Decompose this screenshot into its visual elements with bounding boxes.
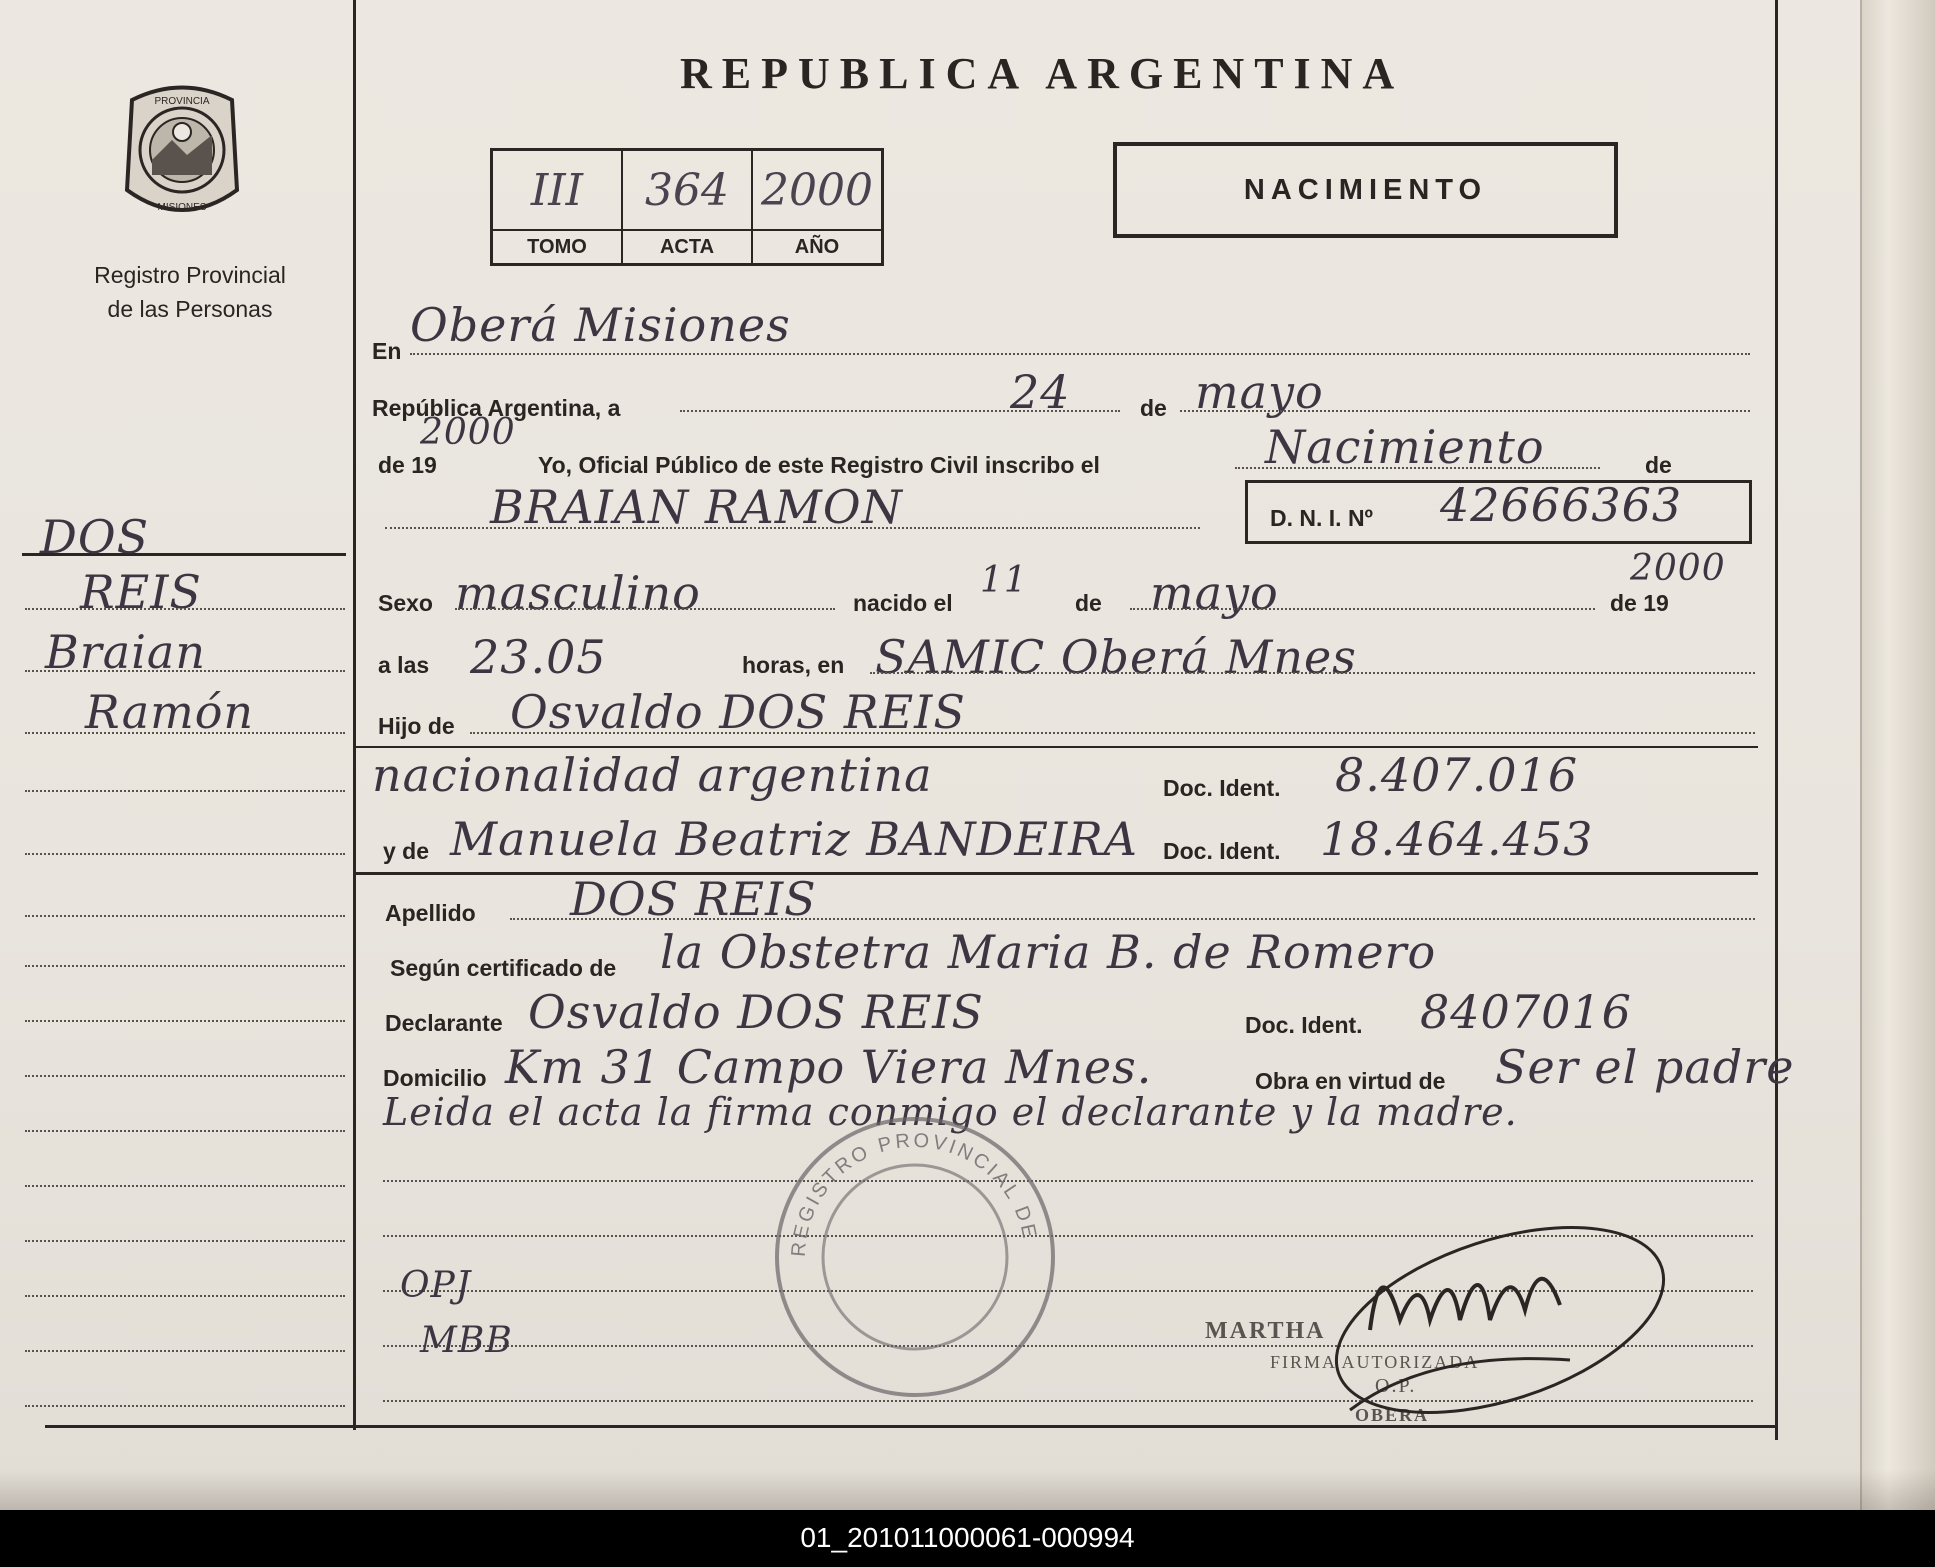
acta-box (490, 148, 884, 266)
sex-value: masculino (455, 566, 701, 620)
domicilio-label: Domicilio (383, 1065, 487, 1091)
initials-2: MBB (420, 1320, 513, 1361)
margin-note-3: Braian (45, 625, 206, 679)
official-city-stamp: OBERA (1355, 1405, 1430, 1425)
margin-line-14 (25, 1350, 345, 1352)
mother-value: Manuela Beatriz BANDEIRA (450, 812, 1139, 866)
margin-line-9 (25, 1075, 345, 1077)
acta-label: ACTA (622, 230, 752, 265)
acta-value: 364 (622, 150, 752, 231)
margin-line-6 (25, 915, 345, 917)
section-line-2 (353, 872, 1758, 875)
address-value: Km 31 Campo Viera Mnes. (505, 1040, 1153, 1094)
birth-year-value: 2000 (1630, 548, 1726, 589)
margin-note-1: DOS (40, 510, 150, 564)
de2-label: de (1645, 452, 1672, 478)
margin-note-2: REIS (80, 565, 202, 619)
a-las-label: a las (378, 652, 430, 678)
time-value: 23.05 (470, 630, 607, 684)
margin-note-4: Ramón (85, 685, 255, 739)
margin-line-4 (25, 790, 345, 792)
obra-value: Ser el padre (1495, 1040, 1795, 1094)
province-seal (112, 80, 252, 230)
margin-line-3 (25, 732, 345, 734)
month-line (1180, 410, 1750, 412)
doc-label-1: Doc. Ident. (1163, 775, 1281, 801)
margin-line-12 (25, 1240, 345, 1242)
sexo-label: Sexo (378, 590, 433, 616)
de-label: de (1140, 395, 1167, 421)
right-frame-line (1775, 0, 1778, 1440)
footer-caption: 01_201011000061-000994 (800, 1522, 1135, 1553)
act-type-line (1235, 467, 1600, 469)
act-type-value: Nacimiento (1265, 420, 1545, 474)
official-signature (1310, 1210, 1690, 1440)
page-title: REPUBLICA ARGENTINA (680, 49, 1405, 98)
margin-line-8 (25, 1020, 345, 1022)
document-type-box: NACIMIENTO (1113, 142, 1618, 238)
margin-line-13 (25, 1295, 345, 1297)
stamp-text: REGISTRO PROVINCIAL DE (787, 1129, 1041, 1258)
dni-label: D. N. I. Nº (1270, 505, 1373, 531)
closing-note: Leida el acta la firma conmigo el declarante y la madre. (383, 1090, 1518, 1134)
seal-top-text: PROVINCIA (154, 96, 210, 107)
declarant-doc-value: 8407016 (1420, 985, 1632, 1039)
father-value: Osvaldo DOS REIS (510, 685, 966, 739)
y-del-label: y de (383, 838, 430, 864)
hijo-label: Hijo de (378, 713, 455, 739)
de3-label: de (1075, 590, 1102, 616)
de19-label: de 19 (378, 452, 437, 478)
certifier-value: la Obstetra Maria B. de Romero (660, 925, 1437, 979)
seal-bottom-text: MISIONES (157, 202, 207, 213)
margin-line-7 (25, 965, 345, 967)
svg-text:REGISTRO PROVINCIAL DE LAS PER (765, 1102, 1042, 1258)
father-line (470, 732, 1755, 734)
month-value: mayo (1195, 365, 1324, 419)
apellido-label: Apellido (385, 900, 476, 926)
margin-line-15 (25, 1405, 345, 1407)
ano-value: 2000 (752, 150, 883, 231)
name-line (385, 527, 1200, 529)
place-line (410, 353, 1750, 355)
doc-label-2: Doc. Ident. (1163, 838, 1281, 864)
birth-month-line (1130, 608, 1595, 610)
registry-stamp (765, 1102, 1065, 1412)
nacido-label: nacido el (853, 590, 953, 616)
margin-line-2 (25, 670, 345, 672)
ano-label: AÑO (752, 230, 883, 265)
segun-label: Según certificado de (390, 955, 617, 981)
declarante-label: Declarante (385, 1010, 503, 1036)
dni-value: 42666363 (1440, 478, 1683, 532)
tomo-value: III (492, 150, 623, 231)
yo-label: Yo, Oficial Público de este Registro Civil inscribo el (538, 452, 1100, 478)
surname-line (510, 918, 1755, 920)
official-op-stamp: O.P. (1375, 1375, 1417, 1397)
margin-line-5 (25, 853, 345, 855)
birth-place-value: SAMIC Oberá Mnes (875, 630, 1357, 684)
obra-label: Obra en virtud de (1255, 1068, 1446, 1094)
mother-doc-value: 18.464.453 (1320, 812, 1594, 866)
tomo-label: TOMO (492, 230, 623, 265)
birth-month-value: mayo (1150, 566, 1279, 620)
book-binding (1860, 0, 1935, 1510)
margin-line-1 (25, 608, 345, 610)
day-line (680, 410, 1120, 412)
form-line-a (383, 1180, 1753, 1182)
name-value: BRAIAN RAMON (490, 480, 903, 534)
official-title-stamp: FIRMA AUTORIZADA (1270, 1352, 1480, 1372)
sex-line (455, 608, 835, 610)
margin-line-10 (25, 1130, 345, 1132)
year-hw: 2000 (420, 412, 516, 453)
place-value: Oberá Misiones (410, 298, 791, 352)
father-doc-value: 8.407.016 (1335, 748, 1579, 802)
father-nationality: nacionalidad argentina (372, 748, 933, 802)
declarant-value: Osvaldo DOS REIS (528, 985, 984, 1039)
page-shadow (0, 1470, 1935, 1510)
registry-label-2: de las Personas (107, 296, 273, 322)
official-name-stamp: MARTHA (1205, 1318, 1326, 1344)
en-label: En (372, 338, 402, 364)
margin-line-11 (25, 1185, 345, 1187)
surname-value: DOS REIS (570, 872, 817, 926)
initials-1: OPJ (400, 1265, 472, 1306)
republica-label: República Argentina, a (372, 395, 621, 421)
registry-label-1: Registro Provincial (94, 262, 286, 288)
birth-day-value: 11 (980, 560, 1028, 601)
day-value: 24 (1010, 365, 1071, 419)
doc-label-3: Doc. Ident. (1245, 1012, 1363, 1038)
birth-place-line (870, 672, 1755, 674)
de19b-label: de 19 (1610, 590, 1669, 616)
horas-label: horas, en (742, 652, 845, 678)
left-frame-line (353, 0, 356, 1430)
